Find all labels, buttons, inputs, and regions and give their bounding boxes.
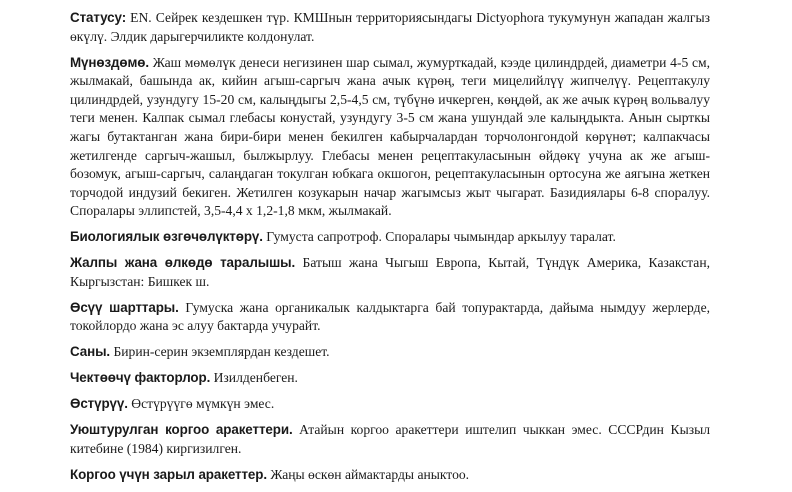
- section-heading: Мүнөздөмө.: [70, 54, 150, 70]
- section-distribution: [70, 254, 710, 291]
- section-protection-measures: [70, 421, 710, 458]
- section-habitat: [70, 299, 710, 336]
- section-text: Жаңы өскөн аймактарды аныктоо.: [270, 466, 470, 482]
- section-text: Изилденбеген.: [213, 370, 298, 386]
- section-heading: Өстүрүү.: [70, 396, 128, 412]
- section-heading: Биологиялык өзгөчөлүктөрү.: [70, 229, 263, 245]
- section-text: EN. Сейрек кездешкен түр. КМШнын территориясындагы Dictyophora тукумунун жападан жалгыз өкүлү. Элдик дарыгерчиликте колдонулат.: [70, 10, 710, 44]
- section-heading: Уюштурулган коргоо аракеттери.: [70, 422, 293, 438]
- section-heading: Статусу:: [70, 10, 127, 25]
- section-heading: Өсүү шарттары.: [70, 299, 179, 315]
- section-text: Гумуста сапротроф. Споралары чымындар аркылуу таралат.: [266, 229, 616, 245]
- section-heading: Чектөөчү факторлор.: [70, 370, 211, 386]
- section-description: [70, 54, 710, 221]
- section-text: Батыш жана Чыгыш Европа, Кытай, Түндүк Америка, Казакстан, Кыргызстан: Бишкек ш.: [70, 255, 710, 289]
- section-heading: Коргоо үчүн зарыл аракеттер.: [70, 466, 267, 482]
- section-text: Бирин-серин экземплярдан кездешет.: [113, 344, 330, 360]
- section-text: Атайын коргоо аракеттери иштелип чыккан эмес. СССРдин Кызыл китебине (1984) киргизилген.: [70, 422, 710, 456]
- section-text: Гумуска жана органикалык калдыктарга бай топурактарда, дайыма нымдуу жерлерде, токойлордо жана эс алуу бактарда учурайт.: [70, 299, 710, 334]
- section-text: Жаш мөмөлүк денеси негизинен шар сымал, жумурткадай, кээде цилиндрдей, диаметри 4-5 см, жылмакай, башында ак, кийин агыш-саргыч жана ачык күрөң, теги мицелийлүү жипчелүү. Рецептакулу цилиндрдей, узундугу 15-20 см, калыңдыгы 2,5-4,5 см, түбүнө ичкерген, көңдөй, ак же ачык күрөң вольвалуу теги менен. Калпак сымал глебасы конустай, узундугу 3-5 см жана ушундай эле калыңдыкта. Анын сырткы жагы бутактанган жана бири-бири менен бекилген кабырчалардан торчолонгондой көрүнөт; калпакчасы жетилгенде саргыч-жашыл, былжырлуу. Глебасы менен рецептакуласынын өйдөкү учуна ак же агыш-бозомук, агыш-саргыч, салаңдаган токулган юбкага окшогон, рецептакуласынын ортосуна же аягына жеткен торчодой индузий бекиген. Жетилген козукарын начар жагымсыз жыт чыгарат. Базидиялары 6-8 споралуу. Споралары эллипстей, 3,5-4,4 х 1,2-1,8 мкм, жылмакай.: [70, 54, 711, 219]
- section-limiting-factors: [70, 369, 710, 388]
- section-required-measures: [70, 466, 710, 485]
- section-text: Өстүрүүгө мүмкүн эмес.: [131, 396, 275, 412]
- section-cultivation: [70, 395, 710, 414]
- section-abundance: [70, 343, 710, 362]
- section-heading: Жалпы жана өлкөдө таралышы.: [70, 255, 296, 271]
- section-heading: Саны.: [70, 344, 111, 360]
- document-body: [70, 9, 710, 492]
- section-biology: [70, 228, 710, 247]
- section-status: [70, 9, 710, 46]
